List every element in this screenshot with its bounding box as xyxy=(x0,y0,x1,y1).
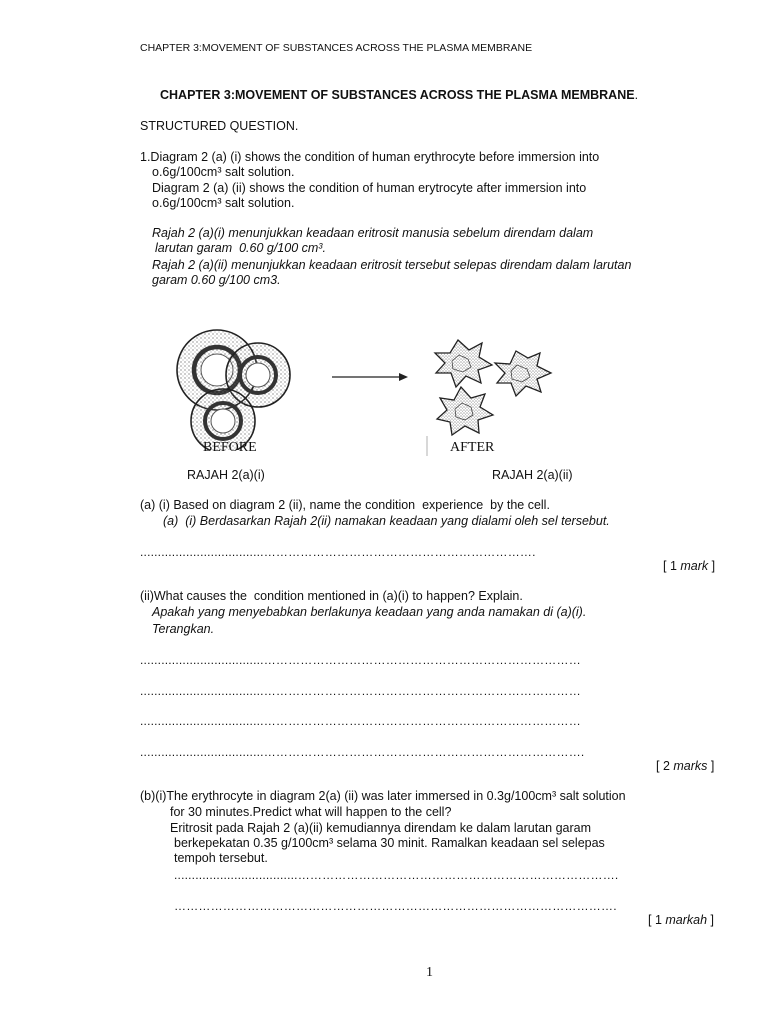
intro-ms-line-4: garam 0.60 g/100 cm3. xyxy=(152,273,281,287)
intro-ms-line-3: Rajah 2 (a)(ii) menunjukkan keadaan eritrosit tersebut selepas direndam dalam larutan xyxy=(152,258,632,272)
page-number: 1 xyxy=(426,965,433,980)
intro-ms-line-2: larutan garam 0.60 g/100 cm³. xyxy=(155,241,326,255)
answer-line[interactable]: ………………………………………………………………………………………………. xyxy=(174,899,617,913)
mark-open: [ 2 xyxy=(656,759,674,773)
answer-line[interactable]: ...................................……………………………………………………………………. xyxy=(140,745,585,759)
crenated-erythrocyte-3 xyxy=(437,387,493,435)
mark-word: mark xyxy=(680,559,709,573)
question-a-ii-en: (ii)What causes the condition mentioned in (a)(i) to happen? Explain. xyxy=(140,589,523,603)
answer-line[interactable]: ...................................…………………………………………………………………… xyxy=(140,653,581,667)
answer-line[interactable]: ...................................…………………………………………………………. xyxy=(140,545,536,559)
mark-allocation xyxy=(663,559,715,573)
mark-word: marks xyxy=(673,759,708,773)
arrow-right-icon xyxy=(332,373,408,381)
mark-open: [ 1 xyxy=(663,559,681,573)
caption-ii: RAJAH 2(a)(ii) xyxy=(492,468,573,482)
label-divider xyxy=(426,436,428,456)
question-a-i-en: (a) (i) Based on diagram 2 (ii), name the condition experience by the cell. xyxy=(140,498,550,512)
crenated-erythrocyte-2 xyxy=(495,351,551,396)
section-heading: STRUCTURED QUESTION. xyxy=(140,119,299,133)
erythrocyte-diagram xyxy=(160,325,580,450)
mark-allocation xyxy=(648,913,714,927)
answer-line[interactable]: ...................................…………………………………………………………………… xyxy=(140,714,581,728)
mark-close: ] xyxy=(707,759,715,773)
question-b-i-ms-2: berkepekatan 0.35 g/100cm³ selama 30 minit. Ramalkan keadaan sel selepas xyxy=(174,836,605,850)
intro-en-line-3: Diagram 2 (a) (ii) shows the condition of human erytrocyte after immersion into xyxy=(152,181,587,195)
page-title-period: . xyxy=(634,88,639,102)
mark-open: [ 1 xyxy=(648,913,666,927)
mark-close: ] xyxy=(708,559,716,573)
question-b-i-en-2: for 30 minutes.Predict what will happen to the cell? xyxy=(170,805,452,819)
mark-close: ] xyxy=(707,913,715,927)
mark-allocation xyxy=(656,759,714,773)
page-title-text: CHAPTER 3:MOVEMENT OF SUBSTANCES ACROSS THE PLASMA MEMBRANE xyxy=(160,88,635,102)
mark-word: markah xyxy=(665,913,708,927)
before-label: BEFORE xyxy=(203,440,257,455)
question-a-ii-ms-1: Apakah yang menyebabkan berlakunya keadaan yang anda namakan di (a)(i). xyxy=(152,605,587,619)
intro-en-line-1: 1.Diagram 2 (a) (i) shows the condition of human erythrocyte before immersion into xyxy=(140,150,600,164)
question-b-i-en-1: (b)(i)The erythrocyte in diagram 2(a) (ii) was later immersed in 0.3g/100cm³ salt solution xyxy=(140,789,626,803)
running-header: CHAPTER 3:MOVEMENT OF SUBSTANCES ACROSS THE PLASMA MEMBRANE xyxy=(140,42,533,54)
answer-line[interactable]: ...................................……………………………………………………………………. xyxy=(174,868,619,882)
page-title xyxy=(160,88,638,102)
answer-line[interactable]: ...................................…………………………………………………………………… xyxy=(140,684,581,698)
question-b-i-ms-1: Eritrosit pada Rajah 2 (a)(ii) kemudiannya direndam ke dalam larutan garam xyxy=(170,821,592,835)
question-a-i-ms: (a) (i) Berdasarkan Rajah 2(ii) namakan keadaan yang dialami oleh sel tersebut. xyxy=(163,514,610,528)
crenated-erythrocyte-1 xyxy=(435,340,492,387)
intro-ms-line-1: Rajah 2 (a)(i) menunjukkan keadaan eritrosit manusia sebelum direndam dalam xyxy=(152,226,594,240)
caption-i: RAJAH 2(a)(i) xyxy=(187,468,265,482)
question-a-ii-ms-2: Terangkan. xyxy=(152,622,215,636)
after-label: AFTER xyxy=(450,440,495,455)
intro-en-line-2: o.6g/100cm³ salt solution. xyxy=(152,165,295,179)
intro-en-line-4: o.6g/100cm³ salt solution. xyxy=(152,196,295,210)
question-b-i-ms-3: tempoh tersebut. xyxy=(174,851,268,865)
